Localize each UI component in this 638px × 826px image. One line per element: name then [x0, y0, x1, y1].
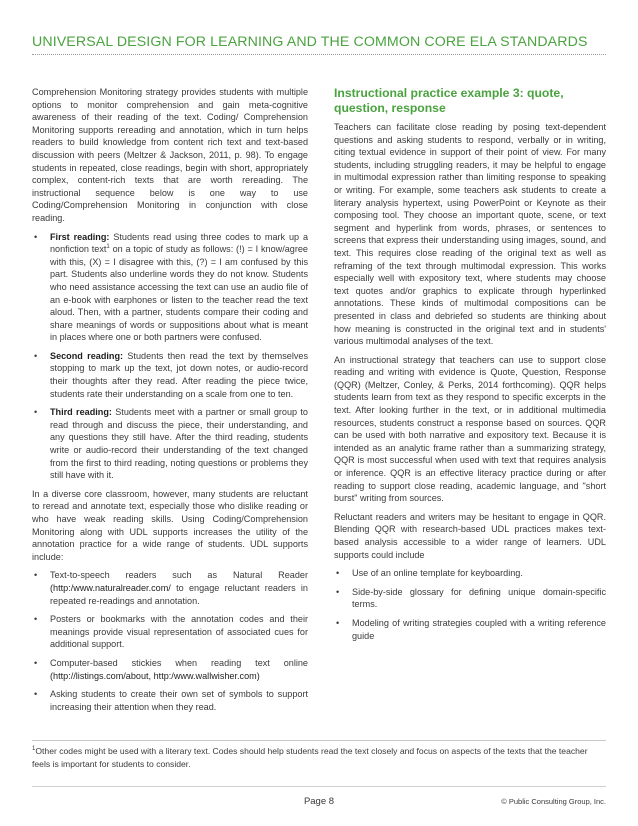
reading-text: Students then read the text by themselves stopping to mark up the text, jot down notes, or audio-record their thoughts after they read. After reading the piece twice, students rate their understanding on a scale from one to ten.	[50, 350, 308, 399]
bullet-icon: •	[34, 657, 38, 668]
reading-label: First reading:	[50, 231, 110, 242]
reading-text: Students read using three codes to mark up a nonfiction text	[50, 231, 308, 255]
footnote-ref: 1	[106, 244, 110, 251]
reluctant-readers-paragraph: Reluctant readers and writers may be hesitant to engage in QQR. Blending QQR with research-based UDL practices makes text-based analysis accessible to a wider range of learners. UDL supports could include	[334, 511, 606, 560]
support-item	[32, 688, 308, 713]
page-header	[32, 34, 606, 55]
support-item	[32, 569, 308, 607]
document-title: UNIVERSAL DESIGN FOR LEARNING AND THE COMMON CORE ELA STANDARDS	[32, 34, 588, 50]
footnote	[32, 740, 606, 770]
header-divider	[32, 54, 606, 55]
bullet-icon: •	[336, 617, 340, 628]
support-text: Asking students to create their own set of symbols to support increasing their attention when they read.	[50, 689, 308, 712]
support-item	[32, 657, 308, 682]
intro-paragraph: Comprehension Monitoring strategy provides students with multiple options to monitor comprehension and gain meta-cognitive awareness of their reading of the text. Coding/ Comprehension Monitoring supports rereading and annotation, which in turn helps readers to build knowledge from content rich text and text-based discussion with peers (Meltzer & Jackson, 2011, p. 98). To engage students in repeated, close readings, begin with short, appropriately complex, content-rich texts that are worth rereading. The instructional sequence below is one way to use Coding/Comprehension Monitoring in conjunction with close reading.	[32, 87, 308, 223]
stickies-links[interactable]: (http://listings.com/about, http:/www.wallwisher.com)	[50, 670, 260, 681]
diverse-classroom-paragraph: In a diverse core classroom, however, many students are reluctant to reread and annotate text, especially those who dislike reading or who have weak reading skills. Using Coding/Comprehension Monitoring along with UDL supports increases the utility of the annotation practice for a wide range of students. UDL supports include:	[32, 488, 308, 562]
footnote-text: Other codes might be used with a literary text. Codes should help students read the text closely and focus on aspects of the texts that the teacher feels is important for students to consider.	[32, 746, 588, 769]
reading-label: Second reading:	[50, 350, 124, 361]
support-text: Posters or bookmarks with the annotation codes and their meanings provide visual representation of associated cues for additional support.	[50, 614, 308, 650]
qqr-paragraph: An instructional strategy that teachers can use to support close reading and writing with evidence is Quote, Question, Response (QQR) (Meltzer, Conley, & Perks, 2014 forthcoming). QQR helps students learn from text as they respond to specific excerpts in the text. After looking further in the text, or in additional multimedia resources, students construct a response based on sources. QQR can be used with both narrative and expository text. Because it is intended as an analytic frame rather than a summarizing strategy, QQR is most successful when used with text that requires analysis or inference. QQR is an effective literacy practice during or after reading to support close reading, academic language, and "short burst" writing from sources.	[334, 354, 606, 504]
naturalreader-link[interactable]: (http:/www.naturalreader.com/	[50, 582, 171, 593]
udl-support-item	[334, 617, 606, 642]
section-heading: Instructional practice example 3: quote, question, response	[334, 86, 564, 115]
reading-text-cont: on a topic of study as follows: (!) = I know/agree with this, (X) = I disagree with this, (?) = I am confused by this part. Students also underline words they do not know. Students who need assistance accessing the text can use an audio file of an e-book with earphones or listen to the teacher read the text aloud. Then, with a partner, students compare their coding and share meanings of words or suppositions about what is meant in places where one or both partners were confused.	[50, 244, 308, 343]
reading-item	[32, 406, 308, 482]
bullet-icon: •	[34, 231, 38, 242]
bullet-icon: •	[336, 568, 340, 579]
footnote-marker: 1	[32, 746, 36, 753]
udl-support-item	[334, 586, 606, 611]
right-column	[334, 86, 606, 648]
udl-support-text: Side-by-side glossary for defining unique domain-specific terms.	[352, 586, 606, 610]
copyright-notice: © Public Consulting Group, Inc.	[501, 797, 606, 806]
udl-support-text: Modeling of writing strategies coupled with a writing reference guide	[352, 617, 606, 641]
reading-label: Third reading:	[50, 407, 112, 418]
bullet-icon: •	[34, 407, 38, 418]
reading-text: Students meet with a partner or small group to read through and discuss the piece, their understanding, and any questions they still have. After the third reading, students write or audio-record their understanding of the text changed from the first to third reading, noting questions or problems they still have with it.	[50, 407, 308, 481]
footer-divider	[32, 786, 606, 787]
bullet-icon: •	[336, 586, 340, 597]
bullet-icon: •	[34, 614, 38, 625]
page-number: Page 8	[303, 796, 335, 807]
reading-item	[32, 350, 308, 400]
reading-item	[32, 231, 308, 344]
bullet-icon: •	[34, 570, 38, 581]
left-column	[32, 86, 308, 719]
support-text: Computer-based stickies when reading text online	[50, 657, 308, 668]
udl-support-item	[334, 567, 606, 580]
support-text: Text-to-speech readers such as Natural Reader	[50, 570, 308, 581]
udl-support-text: Use of an online template for keyboarding.	[352, 568, 523, 579]
support-text-cont: to engage reluctant readers in repeated re-readings and annotation.	[50, 582, 308, 606]
multimodal-paragraph: Teachers can facilitate close reading by posing text-dependent questions and asking students to respond, verbally or in writing, citing textual evidence in support of their point of view. For many students, including struggling readers, it may be helpful to engage in multimodal expression rather than limiting response to speaking or writing. For example, some teachers ask students to create a literary analysis hypertext, using PowerPoint or Keynote as their composing tool. They choose an important quote, scene, or text segment and hyperlink from words, phrases, or sentences to screens that express their understanding using images, sound, and text. This requires close reading of the original text as well as reframing of the text through multimodal expression. This works especially well with expository text, where students may choose text quotes and/or graphics to explicate through hyperlinked annotations. These kinds of multimodal compositions can be presented in class and debriefed so students are thinking about how meaning is constructed in the original text and in students' various multimodal analyses of the text.	[334, 122, 606, 347]
bullet-icon: •	[34, 689, 38, 700]
bullet-icon: •	[34, 350, 38, 361]
support-item	[32, 613, 308, 651]
